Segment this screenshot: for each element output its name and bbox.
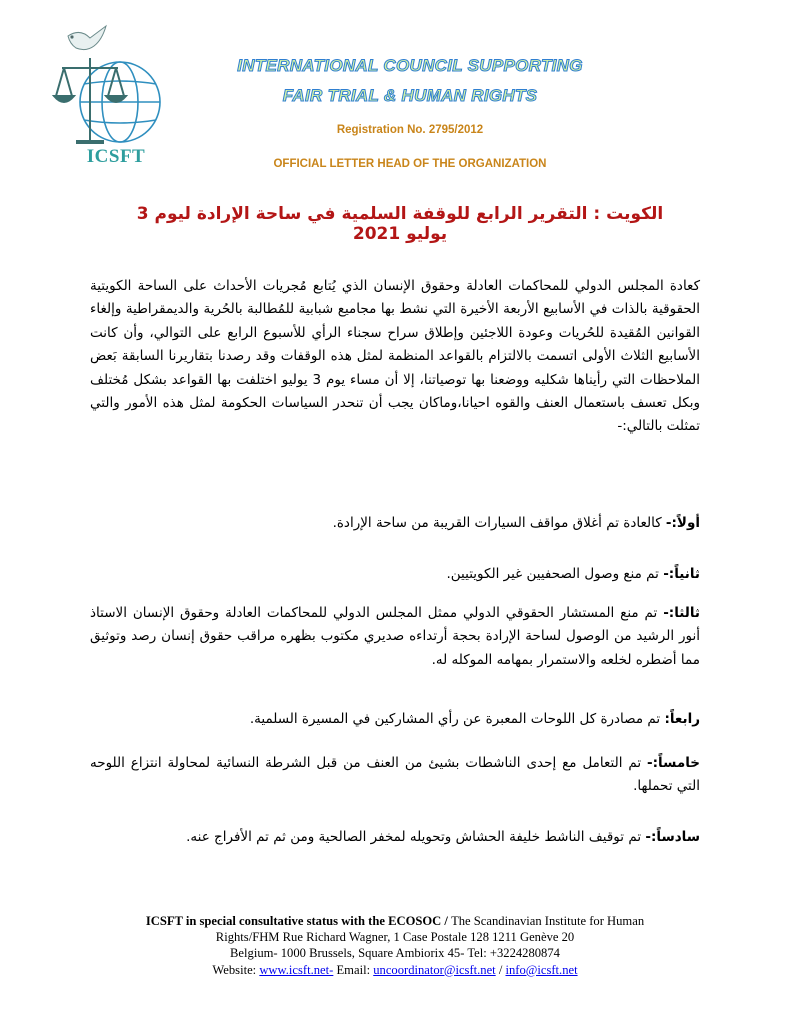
scales-of-justice-icon xyxy=(54,58,126,142)
email-link-info[interactable]: info@icsft.net xyxy=(505,962,578,977)
item-text: تم مصادرة كل اللوحات المعبرة عن رأي المشاركين في المسيرة السلمية. xyxy=(249,711,665,727)
logo-caption: ICSFT xyxy=(86,146,146,167)
registration-number: Registration No. 2795/2012 xyxy=(336,124,484,136)
website-link[interactable]: www.icsft.net- xyxy=(259,962,334,977)
footer-line1 xyxy=(60,913,730,929)
item-text: تم منع وصول الصحفيين غير الكويتيين. xyxy=(446,566,664,582)
organization-name-line2: FAIR TRIAL & HUMAN RIGHTS xyxy=(282,86,538,105)
website-label: Website: xyxy=(212,962,260,977)
list-item xyxy=(90,708,700,731)
footer-status: ICSFT in special consultative status with the ECOSOC / xyxy=(145,914,452,928)
item-text: كالعادة تم أغلاق مواقف السيارات القريبة من ساحة الإرادة. xyxy=(332,515,666,531)
official-letterhead-label: OFFICIAL LETTER HEAD OF THE ORGANIZATION xyxy=(273,158,547,170)
list-item xyxy=(90,752,700,799)
email-separator: / xyxy=(495,962,506,977)
list-item xyxy=(90,826,700,849)
footer xyxy=(60,913,730,978)
item-number: ثالثا:- xyxy=(663,605,700,621)
item-number: خامساً:- xyxy=(647,755,700,771)
footer-links-line xyxy=(60,962,730,978)
footer-contact-line: Belgium- 1000 Brussels, Square Ambiorix 45- Tel: +3224280874 xyxy=(230,946,560,961)
dove-icon xyxy=(68,26,106,50)
footer-institute: The Scandinavian Institute for Human xyxy=(451,914,645,928)
list-item xyxy=(90,563,700,586)
item-text: تم توقيف الناشط خليفة الحشاش وتحويله لمخفر الصالحية ومن ثم تم الأفراج عنه. xyxy=(186,829,646,845)
intro-paragraph: كعادة المجلس الدولي للمحاكمات العادلة وحقوق الإنسان الذي يُتابع مُجريات الأحداث على الساحة الكويتية الحقوقية بالذات في الأسابيع الأربعة الأخيرة التي نشط بها مجاميع شبابية للمُطالبة بالحُرية والديمقراطية وإلغاء القوانين المُقيدة للحُريات وعودة اللاجئين وإطلاق سراح سجناء الرأي للأسبوع الرابع على التوالي، وأن كانت الأسابيع الثلاث الأولى اتسمت بالالتزام بالقواعد المنظمة لمثل هذه الوقفات وقد رصدنا بتقاريرنا السابقة بَعض الملاحظات التي رأيناها شكليه ووضعنا بها توصياتنا، إلا أن مساء يوم 3 يوليو اختلفت بها القواعد بشكل مُختلف وبكل تعسف باستعمال العنف والقوه احيانا،وماكان يجب أن تنحدر السياسات الحكومة لمثل هذه الأمور والتي تمثلت بالتالي:- xyxy=(90,278,700,435)
item-number: رابعاً: xyxy=(664,711,700,727)
list-item xyxy=(90,602,700,672)
organization-name-line1: INTERNATIONAL COUNCIL SUPPORTING xyxy=(237,56,583,75)
item-text: تم التعامل مع إحدى الناشطات بشيئ من العنف من قبل الشرطة النسائية لمحاولة انتزاع اللوحه التي تحملها. xyxy=(90,755,700,795)
footer-address-line: Rights/FHM Rue Richard Wagner, 1 Case Postale 128 1211 Genève 20 xyxy=(215,930,575,945)
item-number: سادساً:- xyxy=(645,829,700,845)
item-number: أولاً:- xyxy=(665,515,700,531)
document-title: الكويت : التقرير الرابع للوقفة السلمية في ساحة الإرادة ليوم 3 يوليو 2021 xyxy=(136,204,664,244)
list-item xyxy=(90,512,700,535)
item-number: ثانياً:- xyxy=(663,566,700,582)
item-text: تم منع المستشار الحقوقي الدولي ممثل المجلس الدولي للمحاكمات العادلة وحقوق الإنسان الاستاذ أنور الرشيد من الوصول لساحة الإرادة بحجة أرتداءه صديري مكتوب بظهره مراقب حقوق إنسان رصد وتوثيق مما أضطره لخلعه والاستمرار بمهامه الموكله له. xyxy=(90,605,700,668)
email-link-coordinator[interactable]: uncoordinator@icsft.net xyxy=(373,962,496,977)
email-label: Email: xyxy=(333,962,374,977)
